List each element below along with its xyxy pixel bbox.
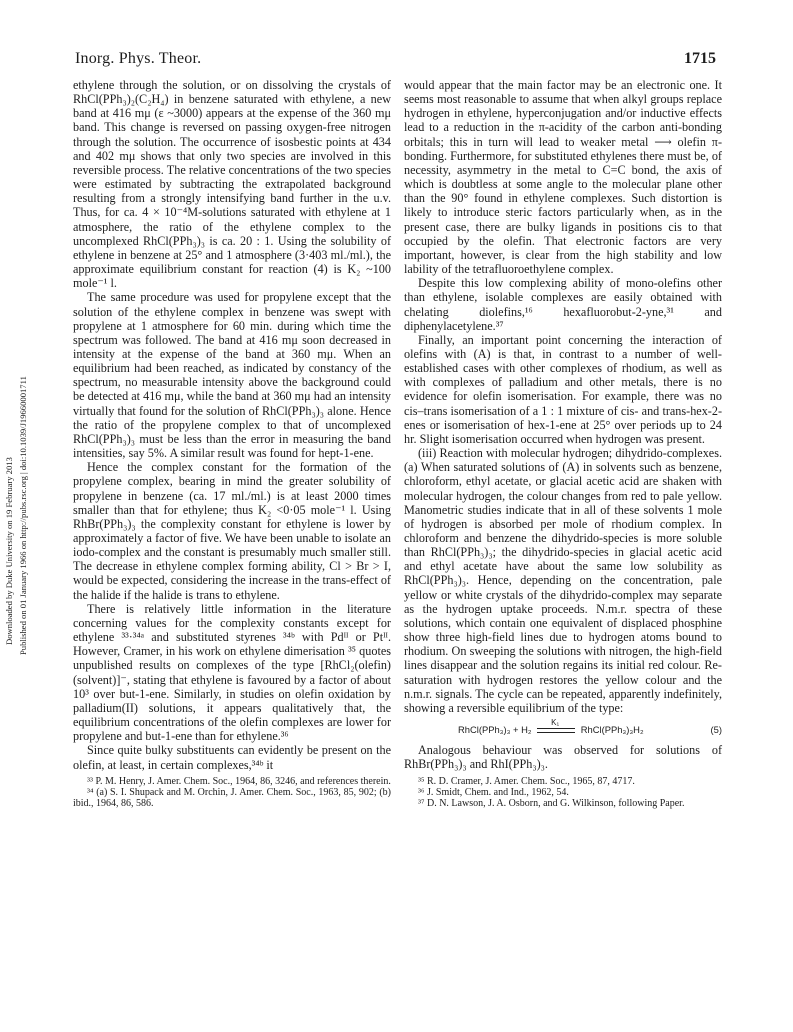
equation-number: (5) xyxy=(710,724,722,736)
download-watermark xyxy=(2,245,32,655)
right-column xyxy=(404,78,722,810)
equilibrium-constant: K₁ xyxy=(551,717,560,727)
footnote: ³⁵ R. D. Cramer, J. Amer. Chem. Soc., 1965, 87, 4717. xyxy=(418,775,635,787)
journal-header: Inorg. Phys. Theor. xyxy=(75,50,202,67)
footnote: ³⁶ J. Smidt, Chem. and Ind., 1962, 54. xyxy=(418,786,569,798)
paragraph: ethylene through the solution, or on dissolving the crystals of RhCl(PPh₃)₂(C₂H₄) in benzene saturated with ethylene, a new band at 416 mμ (ε ~3000) appears at the expense of the 360 mμ band. This change is reversed on passing oxygen-free nitrogen through the solution. The occurrence of isosbestic points at 434 and 402 mμ shows that only two species are involved in this reversible process. The relative concentrations of the two species were estimated by subtracting the extrapolated background resulting from a strongly intensifying band further in the u.v. Thus, for ca. 4 × 10⁻⁴M-solutions saturated with ethylene at 1 atmosphere, the ratio of the ethylene complex to the uncomplexed RhCl(PPh₃)₃ is ca. 20 : 1. Using the solubility of ethylene in benzene at 25° and 1 atmosphere (3·403 ml./ml.), the approximate equilibrium constant for reaction (4) is K₂ ~100 mole⁻¹ l. xyxy=(73,78,391,291)
equation-5 xyxy=(404,717,722,737)
paragraph: Finally, an important point concerning the interaction of olefins with (A) is that, in contrast to a number of well-established cases with other complexes of rhodium, as well as with complexes of palladium and other metals, there is no evidence for olefin isomerisation. For example, there was no cis–trans isomerisation of a 1 : 1 mixture of cis- and trans-hex-2-enes or isomerisation of hex-1-ene at 25° over periods up to 24 hr. Slight isomerisation occurred when hydrogen was present. xyxy=(404,332,722,446)
paragraph: Analogous behaviour was observed for solutions of RhBr(PPh₃)₃ and RhI(PPh₃)₃. xyxy=(404,743,722,772)
paragraph: Hence the complex constant for the formation of the propylene complex, bearing in mind the greater solubility of propylene in benzene (ca. 17 ml./ml.) is at least 2000 times smaller than that for ethylene; thus K₂ <0·05 mole⁻¹ l. Using RhBr(PPh₃)₃ the complexity constant for ethylene is lower by approximately a factor of five. We have been unable to isolate an iodo-complex and the constant is presumably much smaller still. The decrease in ethylene complex forming ability, Cl > Br > I, would be expected, considering the increase in the trans-effect of the halide if the halide is trans to ethylene. xyxy=(73,460,391,602)
footnote: ³⁴ (a) S. I. Shupack and M. Orchin, J. Amer. Chem. Soc., 1963, 85, 902; (b) ibid., 1964, 86, 586. xyxy=(73,787,391,810)
footnote: ³⁷ D. N. Lawson, J. A. Osborn, and G. Wilkinson, following Paper. xyxy=(418,798,685,810)
equilibrium-arrows-icon xyxy=(537,717,575,736)
footnotes xyxy=(73,776,391,810)
footnotes xyxy=(404,776,722,810)
paragraph: (iii) Reaction with molecular hydrogen; dihydrido-complexes. (a) When saturated solutions of (A) in solvents such as benzene, chloroform, ethyl acetate, or glacial acetic acid are shaken with molecular hydrogen, the colour changes from red to pale yellow. Manometric studies indicate that in all of these solvents 1 mole of hydrogen is absorbed per mole of rhodium complex. In chloroform and benzene the dihydrido-species is more soluble than RhCl(PPh₃)₃; the dihydrido-species in glacial acetic acid and ethyl acetate have about the same low solubility as RhCl(PPh₃)₃. Hence, depending on the concentration, pale yellow or white crystals of the dihydrido-complex may separate as the hydrogen uptake proceeds. N.m.r. spectra of these solutions, which contain one equivalent of displaced phosphine show three high-field lines due to hydrogen atoms bound to rhodium. On sweeping the solutions with nitrogen, the high-field lines disappear and the solution regains its initial red colour. Re-saturation with hydrogen restores the yellow colour and the n.m.r. signals. The cycle can be repeated, apparently indefinitely, showing a reversible equilibrium of the type: xyxy=(404,446,722,715)
paragraph: would appear that the main factor may be an electronic one. It seems most reasonable to assume that when alkyl groups replace hydrogen in ethylene, hyperconjugation and/or inductive effects lead to a reduction in the π-acidity of the carbon anti-bonding orbitals; this in turn will lead to weaker metal ⟶ olefin π-bonding. Furthermore, for substituted ethylenes there must be, of necessity, asymmetry in the metal to C=C bond, the axis of which is doubtless at some angle to the molecular plane other than the 90° found in ethylene complexes. Such distortion is likely to introduce steric factors particularly when, as in the present case, there are bulky ligands in positions cis to that occupied by the olefin. That electronic factors are very important, however, is clear from the high stability and low lability of the tetrafluoroethylene complex. xyxy=(404,78,722,277)
left-column xyxy=(73,78,391,810)
equation-right: RhCl(PPh₃)₃H₂ xyxy=(580,724,644,736)
page-number: 1715 xyxy=(684,50,716,67)
download-note[interactable]: Downloaded by Duke University on 19 February 2013 xyxy=(4,457,14,645)
paragraph: Despite this low complexing ability of mono-olefins other than ethylene, isolable complexes are easily obtained with chelating diolefins,¹⁶ hexafluorobut-2-yne,³¹ and diphenylacetylene.³⁷ xyxy=(404,276,722,333)
paragraph: Since quite bulky substituents can evidently be present on the olefin, at least, in certain complexes,³⁴ᵇ it xyxy=(73,743,391,772)
paragraph: There is relatively little information in the literature concerning values for the complexity constants except for ethylene ³³·³⁴ᵃ and substituted styrenes ³⁴ᵇ with Pdᴵᴵ or Ptᴵᴵ. However, Cramer, in his work on ethylene dimerisation ³⁵ quotes unpublished results on complexes of the type [RhCl₂(olefin)(solvent)]⁻, stating that ethylene is favoured by a factor of about 10³ over but-1-ene. Similarly, in studies on olefin oxidation by palladium(II) solutions, it appears qualitatively that, the equilibrium concentrations of the olefin complexes are lower for propylene and but-1-ene than for ethylene.³⁶ xyxy=(73,601,391,744)
paragraph: The same procedure was used for propylene except that the solution of the ethylene complex in benzene was swept with propylene at 1 atmosphere for 60 min. during which time the spectrum was followed. The band at 416 mμ soon decreased in intensity at the expense of the band at 360 mμ. When an equilibrium had been reached, as indicated by constancy of the spectrum, no measurable intensity above the background could be detected at 416 mμ, while the band at 360 mμ had an intensity virtually that found for the solution of RhCl(PPh₃)₃ alone. Hence the ratio of the propylene complex to that of uncomplexed RhCl(PPh₃)₃ must be less than the error in measuring the band intensities, say 5%. A similar result was found for hept-1-ene. xyxy=(73,290,391,461)
equation-left: RhCl(PPh₃)₃ + H₂ xyxy=(458,724,532,736)
publication-note[interactable]: Published on 01 January 1966 on http://pubs.rsc.org | doi:10.1039/J19660001711 xyxy=(18,376,28,655)
footnote: ³³ P. M. Henry, J. Amer. Chem. Soc., 1964, 86, 3246, and references therein. xyxy=(87,775,391,787)
